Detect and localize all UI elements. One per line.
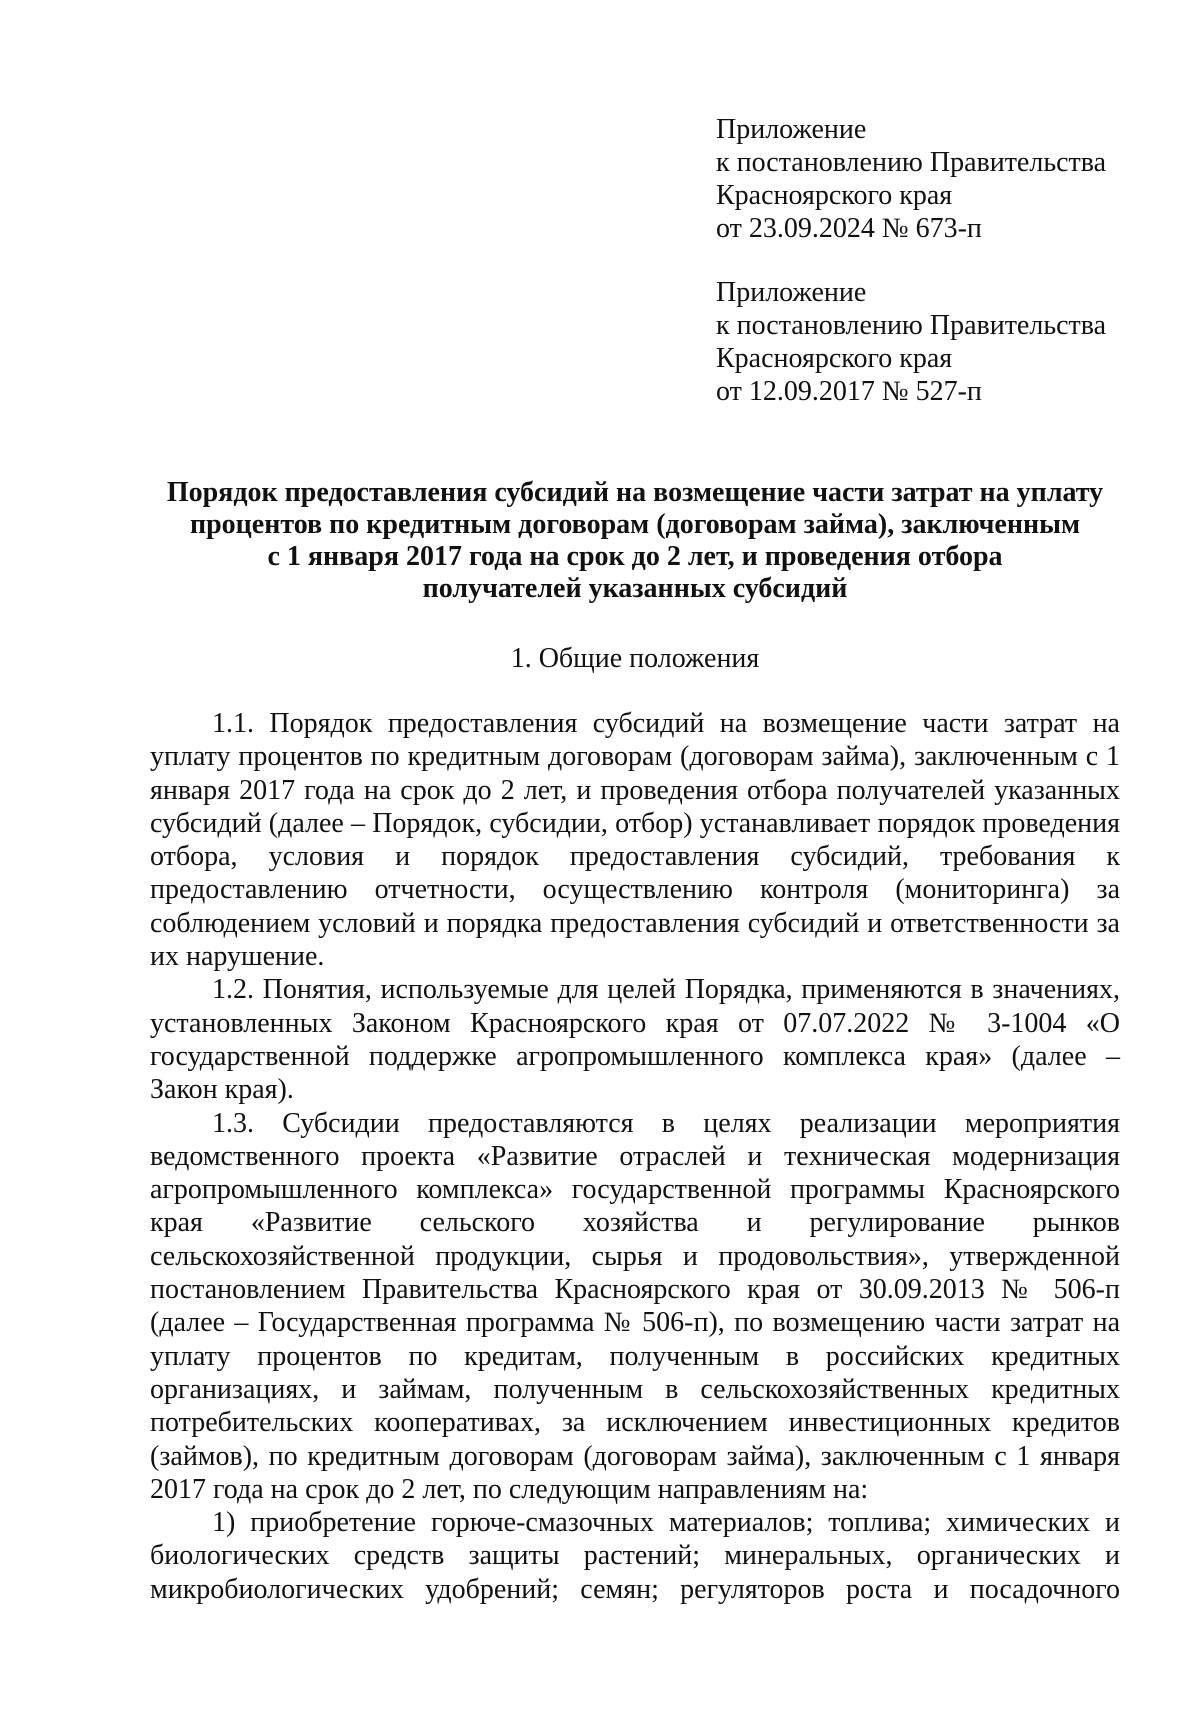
appendix-label: Приложение	[716, 277, 867, 308]
appendix-header-current	[716, 113, 1156, 245]
appendix-date-number: от 12.09.2017 № 527-п	[716, 376, 982, 407]
paragraph-1-2: 1.2. Понятия, используемые для целей Порядка, применяются в значениях, установленных Законом Красноярского края от 07.07.2022 № 3-1004 «О государственной поддержке агропромышленного комплекса края» (далее – Закон края).	[150, 974, 1120, 1106]
appendix-header-original	[716, 276, 1156, 408]
appendix-reference: к постановлению Правительства	[716, 147, 1107, 178]
appendix-reference: к постановлению Правительства	[716, 310, 1107, 341]
document-title	[150, 477, 1120, 605]
title-line: процентов по кредитным договорам (договорам займа), заключенным	[189, 509, 1081, 540]
document-body	[150, 707, 1120, 1606]
appendix-region: Красноярского края	[716, 180, 953, 211]
title-line: получателей указанных субсидий	[422, 573, 848, 604]
paragraph-item-1: 1) приобретение горюче-смазочных материалов; топлива; химических и биологических средств защиты растений; минеральных, органических и микробиологических удобрений; семян; регуляторов роста и посадочного	[150, 1507, 1120, 1605]
paragraph-1-3: 1.3. Субсидии предоставляются в целях реализации мероприятия ведомственного проекта «Развитие отраслей и техническая модернизация агропромышленного комплекса» государственной программы Красноярского края «Развитие сельского хозяйства и регулирование рынков сельскохозяйственной продукции, сырья и продовольствия», утвержденной постановлением Правительства Красноярского края от 30.09.2013 № 506-п (далее – Государственная программа № 506-п), по возмещению части затрат на уплату процентов по кредитам, полученным в российских кредитных организациях, и займам, полученным в сельскохозяйственных кредитных потребительских кооперативах, за исключением инвестиционных кредитов (займов), по кредитным договорам (договорам займа), заключенным с 1 января 2017 года на срок до 2 лет, по следующим направлениям на:	[150, 1107, 1120, 1505]
appendix-label: Приложение	[716, 114, 867, 145]
appendix-date-number: от 23.09.2024 № 673-п	[716, 213, 982, 244]
title-line: Порядок предоставления субсидий на возмещение части затрат на уплату	[166, 477, 1104, 508]
paragraph-1-1: 1.1. Порядок предоставления субсидий на возмещение части затрат на уплату процентов по кредитным договорам (договорам займа), заключенным с 1 января 2017 года на срок до 2 лет, и проведения отбора получателей указанных субсидий (далее – Порядок, субсидии, отбор) устанавливает порядок проведения отбора, условия и порядок предоставления субсидий, требования к предоставлению отчетности, осуществлению контроля (мониторинга) за соблюдением условий и порядка предоставления субсидий и ответственности за их нарушение.	[150, 708, 1120, 973]
title-line: с 1 января 2017 года на срок до 2 лет, и проведения отбора	[267, 541, 1003, 572]
appendix-region: Красноярского края	[716, 343, 953, 374]
section-heading: 1. Общие положения	[510, 643, 760, 674]
